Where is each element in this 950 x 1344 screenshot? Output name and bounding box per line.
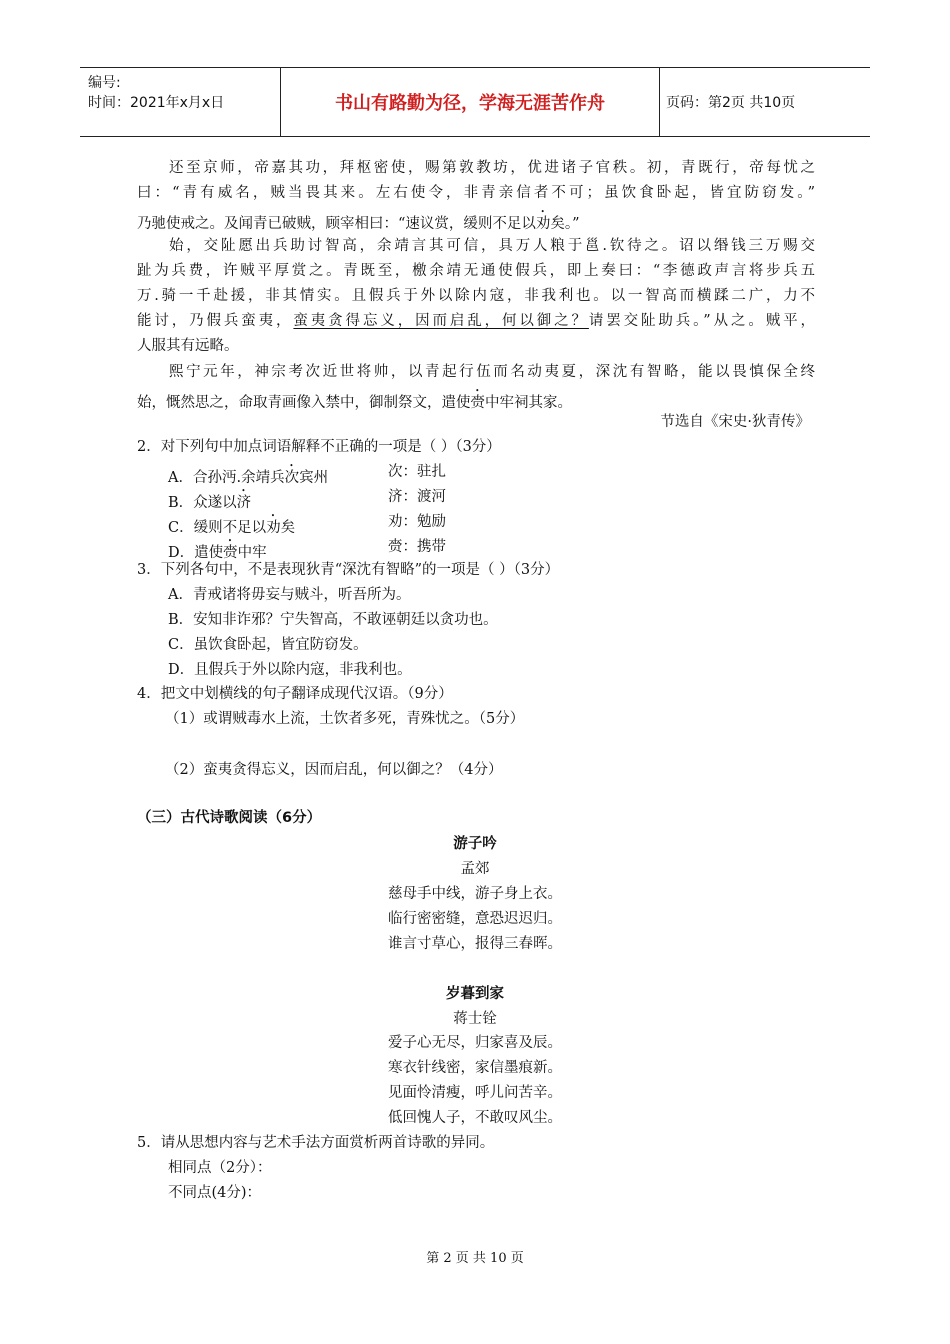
passage-text: 请罢交阯助兵。”从之。贼平，	[588, 313, 815, 329]
dotted-char: 劝	[266, 520, 281, 536]
poem-1-title: 游子吟	[453, 836, 497, 852]
passage-line: 趾为兵费，许贼平厚赏之。青既至，檄余靖无通使假兵，即上奏曰：“李德政声言将步兵五	[137, 263, 815, 279]
passage-line	[137, 387, 815, 413]
question-2-answer-a: 次：驻扎	[388, 464, 446, 480]
dotted-char: 次	[284, 470, 300, 486]
question-3-option-b: B．安知非诈邪？宁失智高，不敢诬朝廷以贪功也。	[168, 612, 498, 628]
question-2-option-c	[168, 512, 295, 538]
poem-1-line: 谁言寸草心，报得三春晖。	[388, 936, 562, 952]
question-2-option-b	[168, 487, 251, 513]
question-2-option-a	[168, 462, 328, 488]
poem-1-line: 慈母手中线，游子身上衣。	[388, 886, 562, 902]
passage-line: 还至京师，帝嘉其功，拜枢密使，赐第敦教坊，优进诸子官秩。初，青既行，帝每忧之	[169, 160, 815, 176]
dotted-char: 劝	[535, 216, 551, 232]
option-text: D．遣使	[168, 545, 224, 561]
poem-1-line: 临行密密缝，意恐迟迟归。	[388, 911, 562, 927]
poem-2-line: 寒衣针线密，家信墨痕新。	[388, 1060, 562, 1076]
dotted-char: 赍	[223, 545, 238, 561]
passage-line	[137, 311, 815, 331]
passage-text: 能讨，乃假兵蛮夷，	[137, 313, 294, 329]
question-5-stem: 5．请从思想内容与艺术手法方面赏析两首诗歌的异同。	[137, 1135, 495, 1151]
dotted-char: 赍	[470, 395, 485, 411]
page-footer: 第 2 页 共 10 页	[426, 1251, 524, 1266]
header-motto: 书山有路勤为径，学海无涯苦作舟	[280, 68, 660, 136]
question-2-answer-b: 济：渡河	[388, 489, 446, 505]
question-3-option-c: C．虽饮食卧起，皆宜防窃发。	[168, 637, 368, 653]
question-4-stem: 4．把文中划横线的句子翻译成现代汉语。（9分）	[137, 686, 453, 702]
section-3-title: （三）古代诗歌阅读（6分）	[137, 810, 322, 826]
option-text: A．合孙沔.余靖兵	[168, 470, 285, 486]
option-text: 中牢	[237, 545, 267, 561]
poem-2-line: 爱子心无尽，归家喜及辰。	[388, 1035, 562, 1051]
passage-text: 乃驰使戒之。及闻青已破贼，顾宰相曰：“速议赏，缓则不足以	[137, 216, 536, 232]
page-header	[80, 67, 870, 137]
underlined-sentence: 蛮夷贪得忘义，因而启乱，何以御之？	[293, 313, 589, 329]
question-5-diff: 不同点(4分)：	[168, 1185, 262, 1201]
poem-1-author: 孟郊	[460, 861, 490, 877]
poem-2-author: 蒋士铨	[453, 1011, 497, 1027]
option-text: C．缓则不足以	[168, 520, 267, 536]
header-meta	[80, 68, 280, 136]
passage-line: 曰：“青有威名，贼当畏其来。左右使令，非青亲信者不可；虽饮食卧起，皆宜防窃发。”	[137, 185, 815, 201]
passage-text: 中牢祠其家。	[485, 395, 572, 411]
passage-line	[137, 208, 815, 234]
passage-text: 始，慨然思之，命取青画像入禁中，御制祭文，遣使	[137, 395, 471, 411]
question-2-answer-d: 赍：携带	[388, 539, 446, 555]
document-date: 时间：2021年x月x日	[88, 95, 225, 111]
option-text: B．众遂以	[168, 495, 237, 511]
question-3-option-a: A．青戒诸将毋妄与贼斗，听吾所为。	[168, 587, 411, 603]
option-text: 矣	[280, 520, 296, 536]
passage-text: 矣。”	[550, 216, 580, 232]
question-3-option-d: D．且假兵于外以除内寇，非我利也。	[168, 662, 412, 678]
passage-line: 始，交阯愿出兵助讨智高，余靖言其可信，具万人粮于邕.钦待之。诏以缗钱三万赐交	[169, 238, 815, 254]
dotted-char: 济	[236, 495, 252, 511]
question-2-answer-c: 劝：勉励	[388, 514, 446, 530]
question-2-stem: 2．对下列句中加点词语解释不正确的一项是（ ）（3分）	[137, 439, 501, 455]
question-5-same: 相同点（2分）：	[168, 1160, 272, 1176]
poem-2-line: 低回愧人子，不敢叹风尘。	[388, 1110, 562, 1126]
passage-line: 万.骑一千赴援，非其情实。且假兵于外以除内寇，非我利也。以一智高而横蹂二广，力不	[137, 288, 815, 304]
question-3-stem: 3．下列各句中，不是表现狄青“深沈有智略”的一项是（ ）（3分）	[137, 562, 560, 578]
document-number-label: 编号:	[88, 75, 121, 91]
header-page-info: 页码：第2页 共10页	[666, 95, 796, 111]
passage-line: 人服其有远略。	[137, 338, 239, 354]
question-4-sentence-2: （2）蛮夷贪得忘义，因而启乱，何以御之？（4分）	[165, 762, 503, 778]
passage-line: 熙宁元年，神宗考次近世将帅，以青起行伍而名动夷夏，深沈有智略，能以畏慎保全终	[169, 364, 815, 380]
poem-2-line: 见面怜清瘦，呼儿问苦辛。	[388, 1085, 562, 1101]
option-text: 宾州	[299, 470, 329, 486]
question-4-sentence-1: （1）或谓贼毒水上流，土饮者多死，青殊忧之。（5分）	[165, 711, 525, 727]
passage-source: 节选自《宋史·狄青传》	[660, 414, 810, 430]
poem-2-title: 岁暮到家	[446, 986, 504, 1002]
